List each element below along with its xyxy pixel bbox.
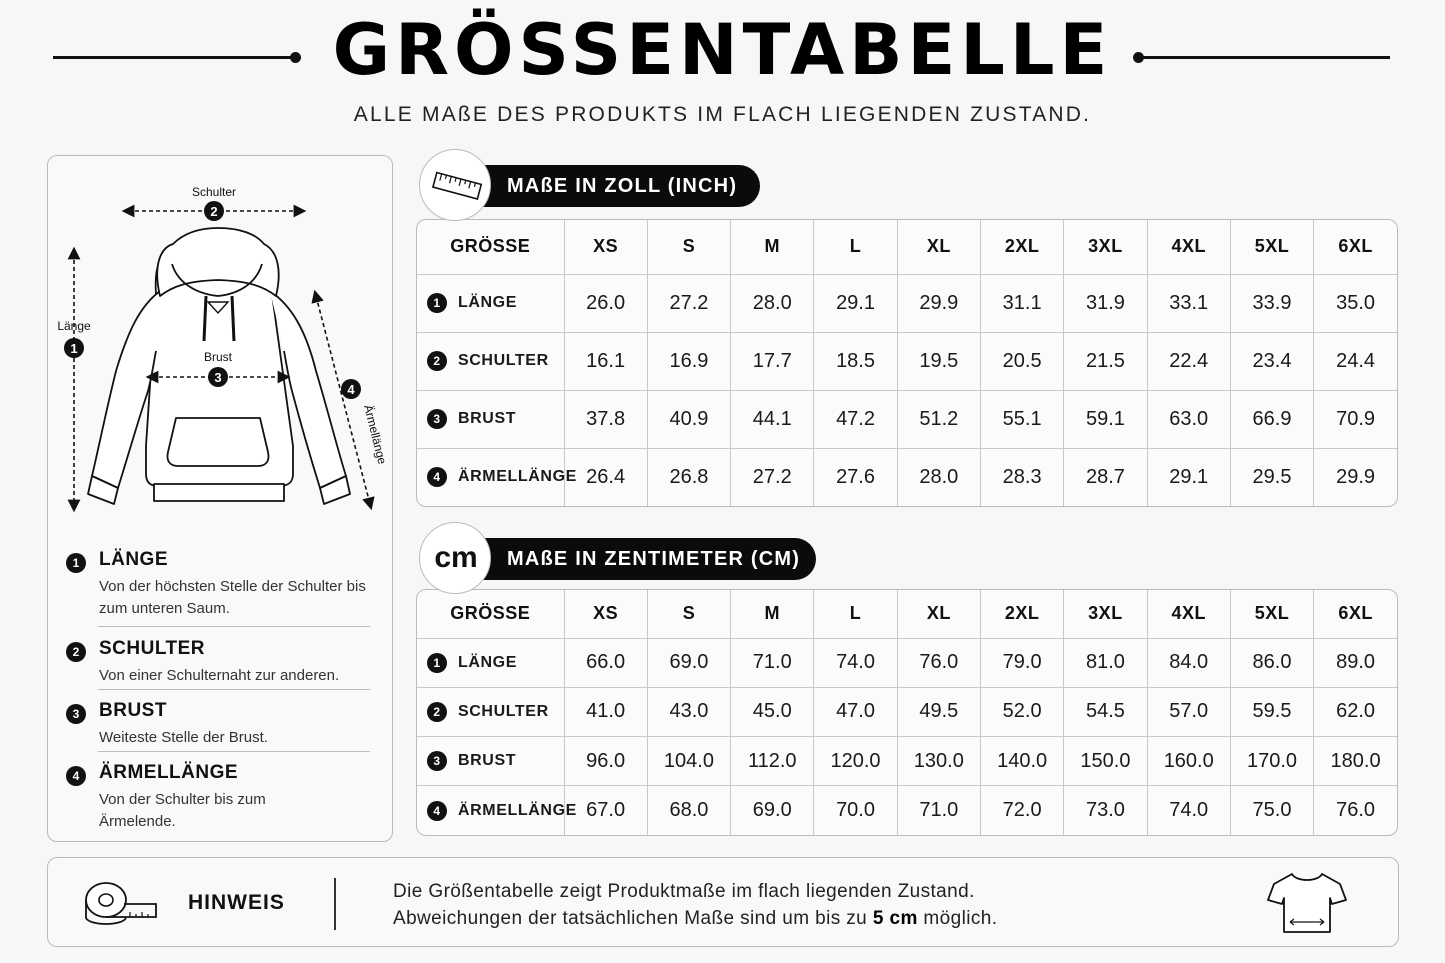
table-cell: 29.1 <box>1147 448 1230 506</box>
badge-4-text: 4 <box>347 382 355 397</box>
column-header-size: S <box>647 590 730 638</box>
table-cell: 18.5 <box>814 332 897 390</box>
table-cell: 28.7 <box>1064 448 1147 506</box>
table-cell: 75.0 <box>1230 786 1313 835</box>
column-header-size: XS <box>564 220 647 274</box>
column-header-size: 6XL <box>1314 220 1397 274</box>
footer-divider <box>334 878 336 930</box>
legend-number-3: 3 <box>66 704 86 724</box>
table-cell: 54.5 <box>1064 687 1147 736</box>
table-cell: 17.7 <box>731 332 814 390</box>
column-header-size: M <box>731 220 814 274</box>
table-cell: 69.0 <box>731 786 814 835</box>
table-cell: 37.8 <box>564 390 647 448</box>
table-cell: 22.4 <box>1147 332 1230 390</box>
hinweis-footer <box>47 857 1399 947</box>
table-cell: 68.0 <box>647 786 730 835</box>
ruler-icon <box>420 150 492 222</box>
table-cell: 40.9 <box>647 390 730 448</box>
column-header-size: XL <box>897 590 980 638</box>
table-cell: 130.0 <box>897 737 980 786</box>
column-header-groesse: GRÖSSE <box>417 220 564 274</box>
cm-section-badge <box>462 538 816 580</box>
table-cell: 67.0 <box>564 786 647 835</box>
column-header-size: 2XL <box>980 590 1063 638</box>
table-cell: 69.0 <box>647 638 730 687</box>
table-cell: 74.0 <box>814 638 897 687</box>
legend-text-aermellaenge: Von der Schulter bis zum Ärmelende. <box>99 791 266 830</box>
table-cell: 66.9 <box>1230 390 1313 448</box>
ruler-badge <box>419 149 491 221</box>
hinweis-title: HINWEIS <box>188 891 285 914</box>
row-label-text: LÄNGE <box>458 653 517 671</box>
table-cell: 19.5 <box>897 332 980 390</box>
table-cell: 140.0 <box>980 737 1063 786</box>
table-cell: 24.4 <box>1314 332 1397 390</box>
table-cell: 81.0 <box>1064 638 1147 687</box>
table-cell: 74.0 <box>1147 786 1230 835</box>
label-schulter: Schulter <box>191 185 237 199</box>
table-cell: 59.5 <box>1230 687 1313 736</box>
badge-1-text: 1 <box>70 341 78 356</box>
table-cell: 44.1 <box>731 390 814 448</box>
table-cell: 27.6 <box>814 448 897 506</box>
column-header-size: 6XL <box>1314 590 1397 638</box>
column-header-size: 2XL <box>980 220 1063 274</box>
table-cell: 26.0 <box>564 274 647 332</box>
drawstring-left <box>204 296 206 341</box>
column-header-size: 3XL <box>1064 220 1147 274</box>
table-cell: 28.0 <box>731 274 814 332</box>
legend-title-brust: BRUST <box>99 700 167 721</box>
table-cell: 71.0 <box>897 786 980 835</box>
table-cell: 72.0 <box>980 786 1063 835</box>
table-cell: 70.0 <box>814 786 897 835</box>
table-cell: 66.0 <box>564 638 647 687</box>
table-row-brust <box>417 390 1397 448</box>
inch-size-table <box>416 219 1398 507</box>
column-header-size: S <box>647 220 730 274</box>
column-header-size: 4XL <box>1147 590 1230 638</box>
legend-title-aermellaenge: ÄRMELLÄNGE <box>99 762 239 783</box>
hinweis-line-2 <box>393 905 997 932</box>
table-cell: 27.2 <box>731 448 814 506</box>
legend-divider <box>98 751 370 752</box>
table-row-laenge <box>417 638 1397 687</box>
hinweis-tolerance: 5 cm <box>872 908 918 929</box>
hoodie-outline <box>88 228 350 504</box>
row-label-text: LÄNGE <box>458 294 517 311</box>
cm-size-table <box>416 589 1398 836</box>
table-header-row <box>417 590 1397 638</box>
table-cell: 62.0 <box>1314 687 1397 736</box>
row-label <box>417 332 564 390</box>
table-cell: 160.0 <box>1147 737 1230 786</box>
hinweis-text <box>393 878 997 932</box>
legend-number-4: 4 <box>66 766 86 786</box>
table-cell: 63.0 <box>1147 390 1230 448</box>
table-cell: 27.2 <box>647 274 730 332</box>
table-row-laenge <box>417 274 1397 332</box>
measuring-tape-icon <box>82 876 162 932</box>
table-cell: 29.5 <box>1230 448 1313 506</box>
column-header-groesse: GRÖSSE <box>417 590 564 638</box>
table-cell: 31.9 <box>1064 274 1147 332</box>
table-cell: 28.0 <box>897 448 980 506</box>
row-label <box>417 786 577 835</box>
row-label-text: BRUST <box>458 410 517 427</box>
row-label-text: SCHULTER <box>458 702 549 720</box>
table-cell: 76.0 <box>1336 799 1376 822</box>
column-header-size: M <box>731 590 814 638</box>
column-header-size: XS <box>564 590 647 638</box>
table-cell: 76.0 <box>897 638 980 687</box>
row-number-badge: 4 <box>427 801 447 821</box>
table-cell: 16.9 <box>647 332 730 390</box>
table-cell: 55.1 <box>980 390 1063 448</box>
legend-text-laenge: Von der höchsten Stelle der Schulter bis zum unteren Saum. <box>99 578 366 617</box>
row-label <box>417 638 564 687</box>
table-cell: 47.2 <box>814 390 897 448</box>
inch-section-title: MAßE IN ZOLL (INCH) <box>507 175 738 197</box>
row-label <box>417 737 564 786</box>
table-cell: 84.0 <box>1147 638 1230 687</box>
inch-section-badge <box>462 165 760 207</box>
table-cell: 59.1 <box>1064 390 1147 448</box>
table-cell: 180.0 <box>1314 737 1397 786</box>
label-aermellaenge: Ärmellänge <box>361 403 390 466</box>
table-cell: 70.9 <box>1314 390 1397 448</box>
row-label <box>417 448 577 506</box>
page-subtitle: ALLE MAßE DES PRODUKTS IM FLACH LIEGENDEN ZUSTAND. <box>353 103 1092 126</box>
table-cell: 16.1 <box>564 332 647 390</box>
hinweis-line-2-post: möglich. <box>917 908 998 929</box>
table-cell: 35.0 <box>1314 274 1397 332</box>
badge-2-text: 2 <box>210 204 218 219</box>
table-row-aermellaenge <box>417 786 1397 835</box>
table-row-brust <box>417 737 1397 786</box>
table-cell: 31.1 <box>980 274 1063 332</box>
table-header-row <box>417 220 1397 274</box>
table-cell: 73.0 <box>1064 786 1147 835</box>
hinweis-line-1: Die Größentabelle zeigt Produktmaße im flach liegenden Zustand. <box>393 881 975 902</box>
table-cell: 29.9 <box>897 274 980 332</box>
table-cell: 43.0 <box>647 687 730 736</box>
row-number-badge: 1 <box>427 293 447 313</box>
column-header-size: 3XL <box>1064 590 1147 638</box>
table-cell: 51.2 <box>897 390 980 448</box>
row-number-badge: 3 <box>427 409 447 429</box>
column-header-size: L <box>814 220 897 274</box>
table-cell: 23.4 <box>1230 332 1313 390</box>
table-cell: 52.0 <box>980 687 1063 736</box>
legend-title-schulter: SCHULTER <box>99 638 206 659</box>
legend-number-1: 1 <box>66 553 86 573</box>
label-laenge: Länge <box>57 319 91 333</box>
tshirt-width-icon <box>1266 870 1348 936</box>
measurement-guide-panel <box>47 155 393 842</box>
row-label-text: ÄRMELLÄNGE <box>458 801 577 819</box>
page-title: GRÖSSENTABELLE <box>332 9 1113 91</box>
legend-number-2: 2 <box>66 642 86 662</box>
hoodie-diagram <box>48 156 394 526</box>
table-row-schulter <box>417 332 1397 390</box>
table-cell: 29.1 <box>814 274 897 332</box>
table-cell: 150.0 <box>1064 737 1147 786</box>
table-cell: 26.4 <box>564 448 647 506</box>
row-number-badge: 1 <box>427 653 447 673</box>
row-number-badge: 2 <box>427 702 447 722</box>
table-cell: 33.9 <box>1230 274 1313 332</box>
column-header-size: 5XL <box>1230 220 1313 274</box>
row-label-text: SCHULTER <box>458 352 549 369</box>
legend-divider <box>98 626 370 627</box>
row-label <box>417 687 564 736</box>
table-cell: 33.1 <box>1147 274 1230 332</box>
cm-section-title: MAßE IN ZENTIMETER (CM) <box>507 548 801 570</box>
table-cell: 89.0 <box>1314 638 1397 687</box>
table-cell: 45.0 <box>731 687 814 736</box>
table-cell: 104.0 <box>647 737 730 786</box>
row-number-badge: 4 <box>427 467 447 487</box>
table-cell: 29.9 <box>1336 465 1376 488</box>
row-number-badge: 2 <box>427 351 447 371</box>
drawstring-right <box>232 296 234 341</box>
legend-text-schulter: Von einer Schulternaht zur anderen. <box>99 667 340 684</box>
table-cell: 120.0 <box>814 737 897 786</box>
table-cell: 26.8 <box>647 448 730 506</box>
column-header-size: XL <box>897 220 980 274</box>
label-brust: Brust <box>203 350 233 364</box>
row-label-text: BRUST <box>458 752 517 770</box>
table-cell: 28.3 <box>980 448 1063 506</box>
table-cell: 20.5 <box>980 332 1063 390</box>
table-cell: 79.0 <box>980 638 1063 687</box>
column-header-size: 4XL <box>1147 220 1230 274</box>
table-cell: 86.0 <box>1230 638 1313 687</box>
hinweis-line-2-pre: Abweichungen der tatsächlichen Maße sind um bis zu <box>393 908 873 929</box>
badge-3-text: 3 <box>214 370 222 385</box>
table-cell: 96.0 <box>564 737 647 786</box>
table-cell: 21.5 <box>1064 332 1147 390</box>
table-cell: 47.0 <box>814 687 897 736</box>
table-cell: 71.0 <box>731 638 814 687</box>
row-number-badge: 3 <box>427 751 447 771</box>
legend-divider <box>98 689 370 690</box>
column-header-size: L <box>814 590 897 638</box>
table-cell: 57.0 <box>1147 687 1230 736</box>
table-cell: 41.0 <box>564 687 647 736</box>
table-cell: 170.0 <box>1230 737 1313 786</box>
table-row-aermellaenge <box>417 448 1397 506</box>
title-rule-right <box>1138 56 1390 59</box>
table-row-schulter <box>417 687 1397 736</box>
legend-title-laenge: LÄNGE <box>99 549 168 570</box>
column-header-size: 5XL <box>1230 590 1313 638</box>
row-label-text: ÄRMELLÄNGE <box>458 468 577 486</box>
cm-icon: cm <box>434 541 478 574</box>
legend-text-brust: Weiteste Stelle der Brust. <box>99 729 268 746</box>
row-label <box>417 390 564 448</box>
table-cell: 112.0 <box>731 737 814 786</box>
cm-badge <box>419 522 491 594</box>
table-cell: 49.5 <box>897 687 980 736</box>
row-label <box>417 274 564 332</box>
